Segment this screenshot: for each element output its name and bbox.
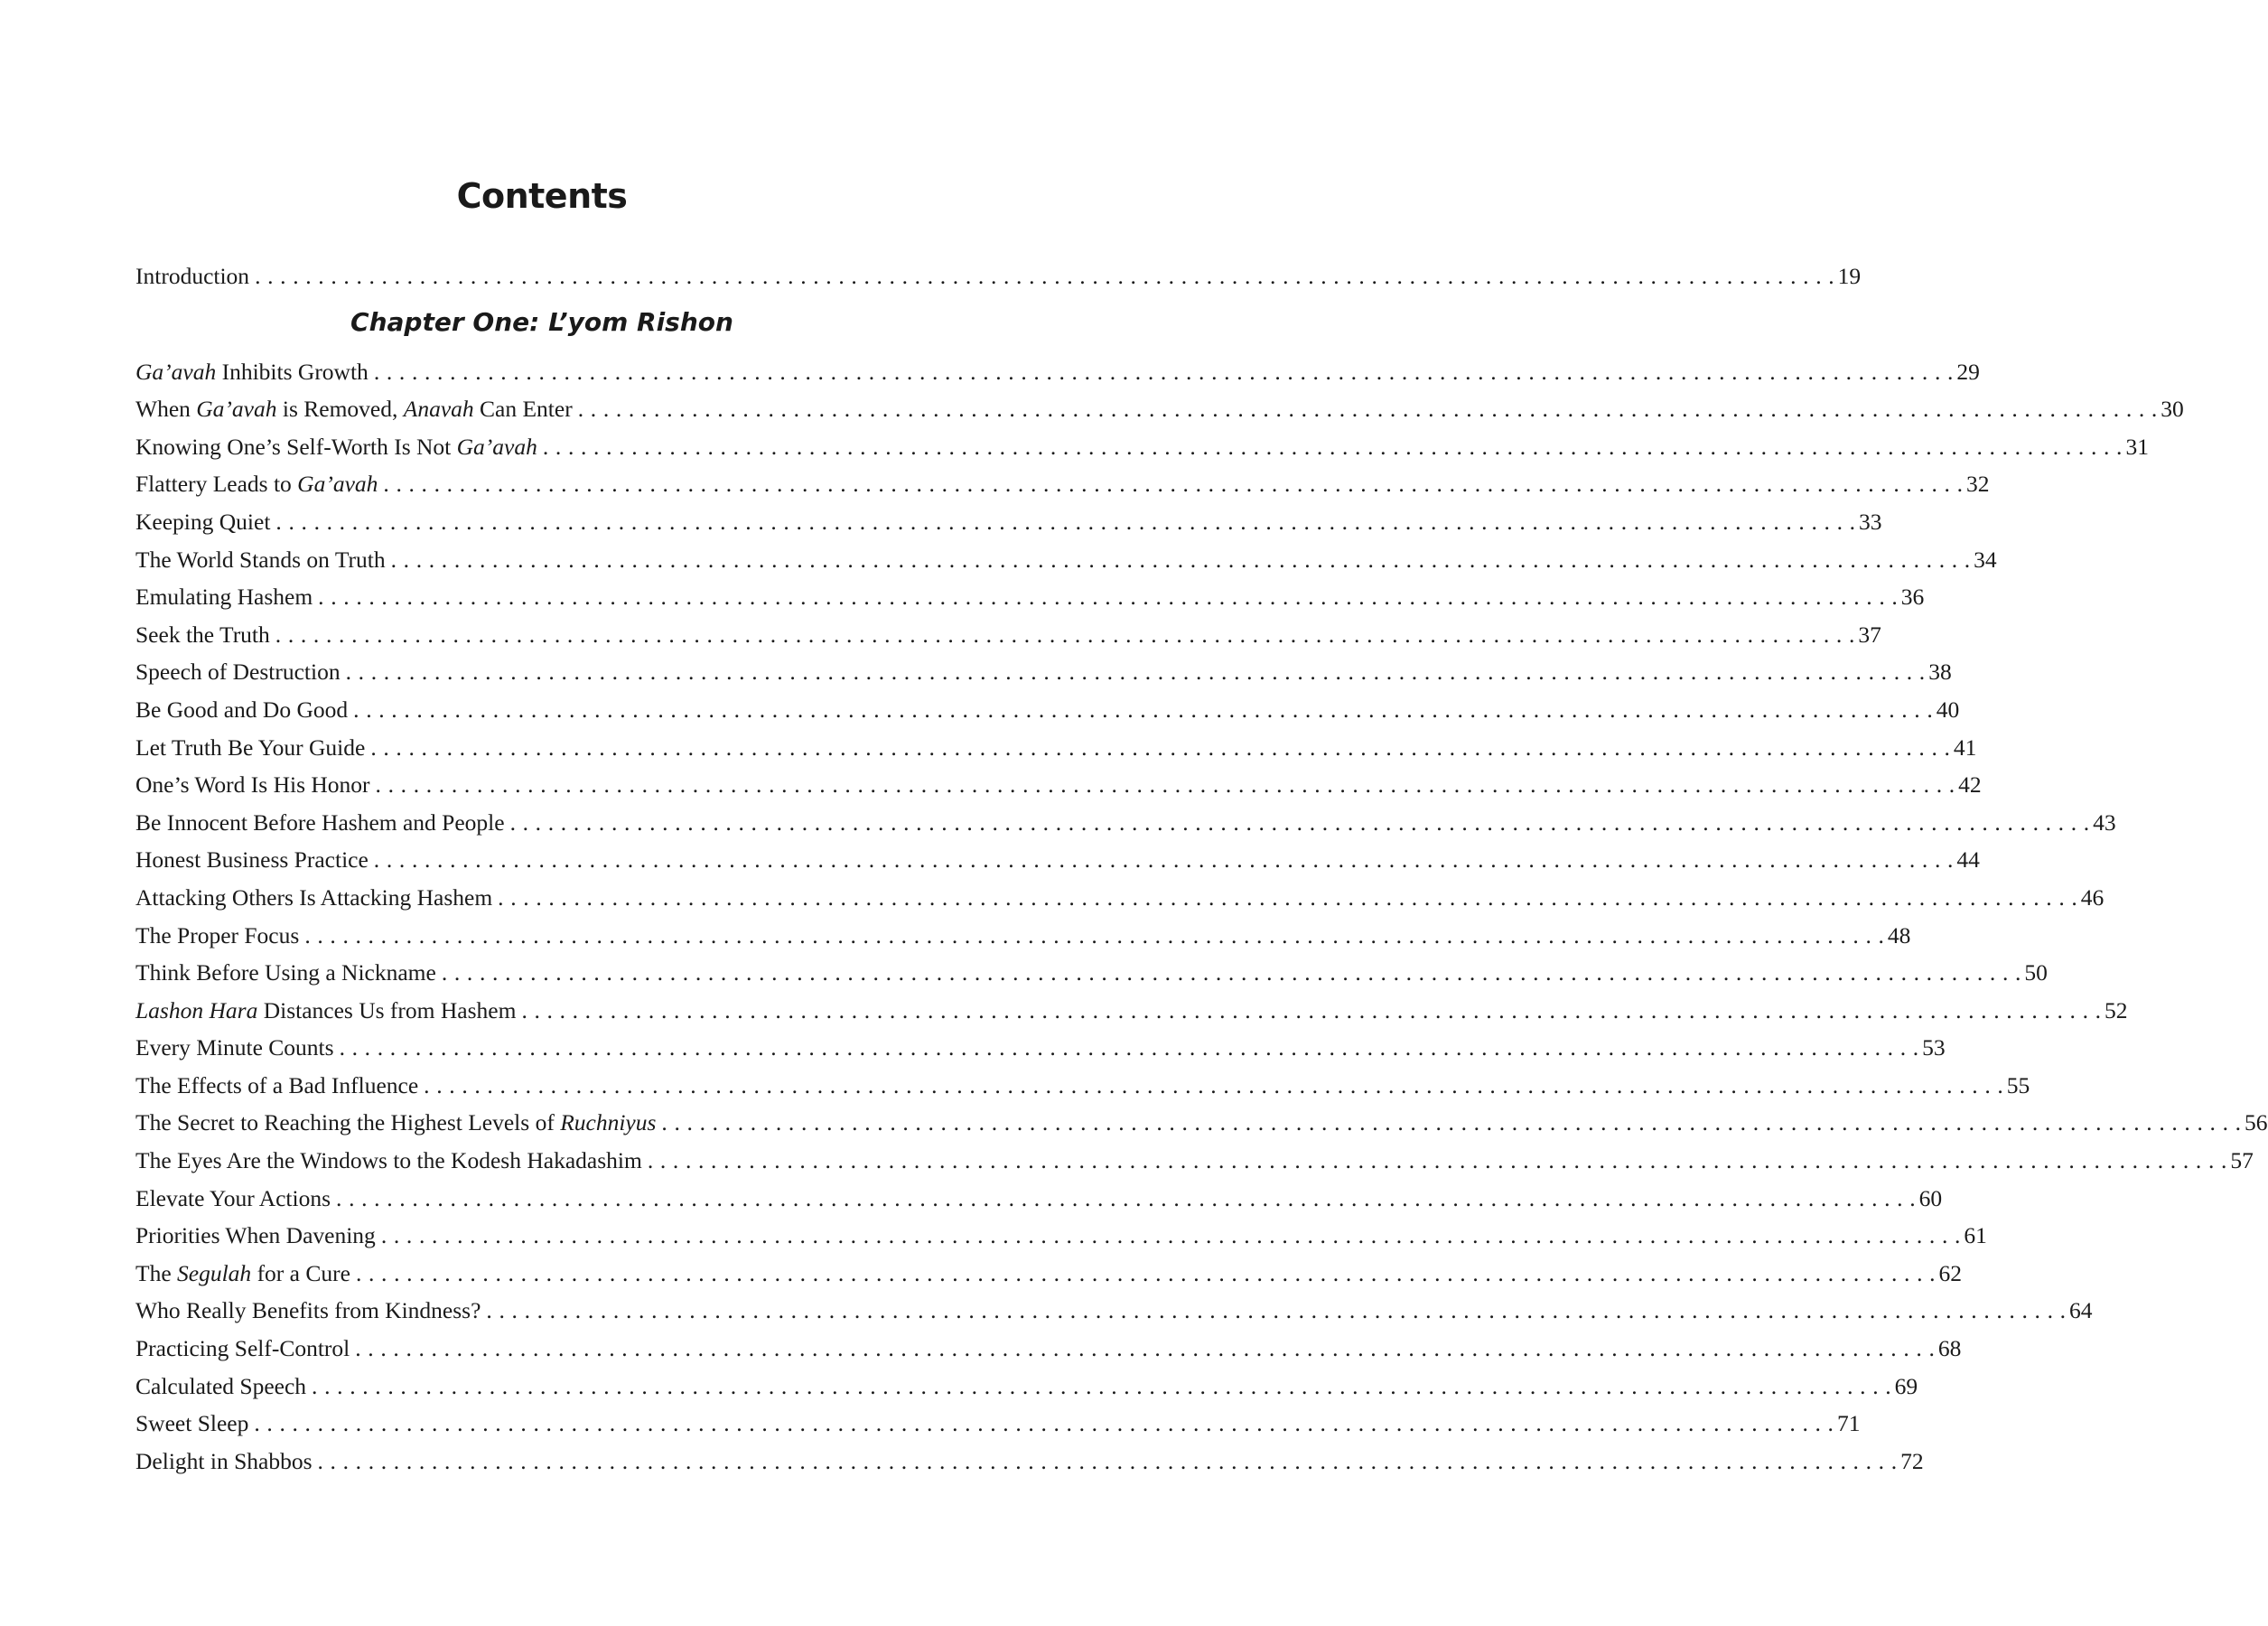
- toc-entry-label-text: Attacking Others Is Attacking Hashem: [135, 883, 493, 911]
- toc-entry[interactable]: [135, 428, 2149, 466]
- toc-entry-label-text: Practicing Self-Control: [135, 1335, 350, 1362]
- toc-entry-label: [135, 1330, 350, 1368]
- page-title: Contents: [456, 176, 628, 216]
- toc-entry[interactable]: [135, 1217, 1987, 1255]
- dot-leader: [374, 353, 1954, 391]
- dot-leader: [391, 541, 1971, 579]
- dot-leader: [374, 841, 1954, 879]
- toc-entry-label-text: Seek the Truth: [135, 621, 270, 648]
- toc-entry-label-text: When: [135, 396, 197, 423]
- toc-entry-page-number: 32: [1965, 471, 1990, 498]
- toc-entry-label: [135, 465, 378, 503]
- toc-entry-label-text: Be Innocent Before Hashem and People: [135, 808, 505, 836]
- toc-entry-label-text: Honest Business Practice: [135, 846, 369, 874]
- toc-entry-label-text: The Effects of a Bad Influence: [135, 1071, 419, 1098]
- toc-entry[interactable]: [135, 1180, 1943, 1218]
- toc-entry-label: [135, 1142, 642, 1180]
- dot-leader: [383, 465, 1963, 503]
- toc-entry-label: Introduction: [135, 263, 250, 289]
- toc-entry-page-number: 40: [1936, 696, 1960, 723]
- dot-leader: [376, 766, 1955, 804]
- dot-leader: [381, 1217, 1961, 1255]
- toc-entry-label-text: The World Stands on Truth: [135, 546, 386, 573]
- toc-entry-label-text: Inhibits Growth: [216, 358, 369, 385]
- toc-entry-label: [135, 917, 299, 955]
- dot-leader: [346, 653, 1926, 691]
- dot-leader: [543, 428, 2123, 466]
- toc-entry-label-italic: Segulah: [177, 1259, 252, 1286]
- toc-entry[interactable]: [135, 917, 1911, 955]
- dot-leader: [312, 1368, 1891, 1406]
- toc-entry-page-number: 42: [1958, 771, 1982, 799]
- dot-leader: [578, 390, 2158, 428]
- dot-leader: [661, 1104, 2241, 1142]
- dot-leader: [424, 1067, 2003, 1105]
- toc-entry-label-italic: Ga’avah: [456, 433, 537, 460]
- toc-entry[interactable]: [135, 541, 1997, 579]
- toc-entry-label: [135, 1180, 331, 1218]
- toc-entry-label-text: Be Good and Do Good: [135, 696, 349, 723]
- dot-leader: [355, 1330, 1935, 1368]
- toc-entry-page-number: 34: [1974, 546, 1997, 573]
- toc-entry-label-text: Knowing One’s Self-Worth Is Not: [135, 433, 457, 460]
- toc-entry-page-number: 29: [1956, 358, 1980, 385]
- toc-entry-label: [135, 1217, 376, 1255]
- toc-entry-page-number: 31: [2125, 433, 2149, 460]
- toc-entry-label-text: The: [135, 1259, 178, 1286]
- toc-entry[interactable]: [135, 390, 2184, 428]
- toc-entry-label-text: Delight in Shabbos: [135, 1447, 313, 1474]
- toc-entry-label: [135, 766, 370, 804]
- toc-entry-label: [135, 804, 505, 842]
- dot-leader: [318, 578, 1898, 616]
- toc-entry-label-text: is Removed,: [276, 396, 404, 423]
- toc-entry-label-text: Think Before Using a Nickname: [135, 959, 436, 986]
- toc-entry[interactable]: [135, 353, 1980, 391]
- toc-entry-page-number: 60: [1918, 1184, 1943, 1211]
- toc-entry-label: [135, 1443, 313, 1481]
- toc-entry[interactable]: [135, 1142, 2254, 1180]
- toc-entry-list: [135, 353, 2268, 1481]
- toc-entry[interactable]: [135, 841, 1980, 879]
- toc-entry-page-number: 61: [1964, 1222, 1987, 1249]
- toc-entry-label-text: One’s Word Is His Honor: [135, 771, 370, 799]
- toc-entry-label-text: Flattery Leads to: [135, 471, 298, 498]
- dot-leader: [370, 729, 1950, 767]
- toc-entry-label-text: Priorities When Davening: [135, 1222, 376, 1249]
- toc-entry-label-italic: Anavah: [403, 396, 474, 423]
- toc-entry-label-text: Who Really Benefits from Kindness?: [135, 1297, 481, 1324]
- toc-entry-label-text: for a Cure: [251, 1259, 350, 1286]
- toc-entry-page-number: 50: [2024, 959, 2048, 986]
- toc-entry[interactable]: [135, 653, 1952, 691]
- toc-entry-label: [135, 503, 270, 541]
- toc-entry[interactable]: [135, 1368, 1918, 1406]
- toc-entry-label: [135, 691, 348, 729]
- toc-entry-label: [135, 879, 492, 917]
- toc-entry-label: [135, 653, 341, 691]
- dot-leader: [304, 917, 1884, 955]
- toc-entry[interactable]: [135, 1104, 2268, 1142]
- toc-entry-page-number: 36: [1900, 584, 1925, 611]
- toc-entry[interactable]: [135, 1029, 1946, 1067]
- toc-entry[interactable]: [135, 503, 1882, 541]
- chapter-heading: Chapter One: L’yom Rishon: [350, 306, 733, 337]
- table-of-contents: [135, 257, 2268, 1480]
- toc-entry-page-number: 64: [2069, 1297, 2093, 1324]
- dot-leader: [255, 257, 1834, 295]
- toc-entry[interactable]: [135, 766, 1982, 804]
- toc-entry-page-number: 71: [1836, 1410, 1861, 1437]
- toc-entry[interactable]: [135, 729, 1977, 767]
- dot-leader: [442, 954, 2021, 992]
- toc-entry-label-italic: Ga’avah: [196, 396, 277, 423]
- toc-entry-page-number: 53: [1922, 1034, 1946, 1061]
- toc-entry-label: [135, 1067, 418, 1105]
- dot-leader: [521, 992, 2101, 1030]
- toc-entry-label: [135, 1292, 481, 1330]
- toc-entry-label: [135, 1368, 306, 1406]
- toc-entry-page-number: 41: [1953, 734, 1977, 761]
- dot-leader: [340, 1029, 1919, 1067]
- toc-entry-page-number: 57: [2230, 1147, 2254, 1174]
- dot-leader: [275, 503, 1855, 541]
- toc-entry-page-number: 48: [1887, 921, 1911, 948]
- toc-entry-page-number: 62: [1938, 1259, 1963, 1286]
- toc-entry-label: [135, 841, 369, 879]
- toc-entry-label-text: The Secret to Reaching the Highest Levels of: [135, 1109, 561, 1136]
- toc-entry-label-italic: Ruchniyus: [560, 1109, 657, 1136]
- toc-entry-label-text: Every Minute Counts: [135, 1034, 334, 1061]
- toc-entry[interactable]: [135, 954, 2048, 992]
- toc-entry-label: [135, 353, 369, 391]
- dot-leader: [318, 1443, 1898, 1481]
- toc-entry-page-number: 56: [2245, 1109, 2268, 1136]
- toc-entry-page-number: 68: [1937, 1335, 1962, 1362]
- toc-entry-label-text: Speech of Destruction: [135, 659, 341, 686]
- toc-entry-label-text: Sweet Sleep: [135, 1410, 249, 1437]
- toc-entry-label-text: Keeping Quiet: [135, 508, 271, 535]
- toc-entry[interactable]: [135, 578, 1925, 616]
- toc-entry-page-number: 38: [1928, 659, 1952, 686]
- toc-entry-page-number: 43: [2093, 808, 2116, 836]
- toc-entry-label-text: Emulating Hashem: [135, 584, 313, 611]
- dot-leader: [510, 804, 2090, 842]
- toc-entry-label-text: Elevate Your Actions: [135, 1184, 331, 1211]
- toc-entry-page-number: 69: [1894, 1372, 1918, 1399]
- dot-leader: [648, 1142, 2227, 1180]
- toc-entry-label: [135, 616, 270, 654]
- toc-entry-label-text: Can Enter: [473, 396, 573, 423]
- toc-entry-label-italic: Ga’avah: [297, 471, 378, 498]
- toc-entry-label: [135, 390, 573, 428]
- toc-entry-label: [135, 992, 516, 1030]
- toc-entry-page-number: 33: [1859, 508, 1882, 535]
- toc-entry[interactable]: [135, 1330, 1962, 1368]
- toc-entry[interactable]: [135, 1255, 1963, 1293]
- toc-entry-introduction[interactable]: [135, 257, 1862, 295]
- toc-entry-label-italic: Ga’avah: [135, 358, 217, 385]
- toc-entry[interactable]: [135, 804, 2116, 842]
- toc-entry-label: [135, 1405, 248, 1443]
- toc-entry[interactable]: [135, 465, 1990, 503]
- toc-entry-page-number: 52: [2105, 996, 2128, 1023]
- toc-entry-label: [135, 954, 436, 992]
- toc-entry[interactable]: [135, 879, 2105, 917]
- dot-leader: [254, 1405, 1834, 1443]
- toc-entry[interactable]: [135, 691, 1960, 729]
- toc-entry-label-text: Distances Us from Hashem: [257, 996, 517, 1023]
- toc-entry-page-number: 37: [1858, 621, 1881, 648]
- dot-leader: [356, 1255, 1936, 1293]
- toc-entry[interactable]: [135, 1067, 2030, 1105]
- toc-entry-label-text: The Eyes Are the Windows to the Kodesh Hakadashim: [135, 1147, 642, 1174]
- toc-entry-page-number: 30: [2161, 396, 2184, 423]
- toc-entry[interactable]: [135, 1405, 1861, 1443]
- dot-leader: [498, 879, 2077, 917]
- toc-entry-label-text: Let Truth Be Your Guide: [135, 734, 366, 761]
- toc-entry-page-number: 72: [1900, 1447, 1924, 1474]
- dot-leader: [486, 1292, 2066, 1330]
- toc-entry-page-number: 19: [1837, 263, 1862, 289]
- toc-entry-label-text: Calculated Speech: [135, 1372, 307, 1399]
- toc-entry-label-italic: Lashon Hara: [135, 996, 258, 1023]
- toc-entry[interactable]: [135, 992, 2128, 1030]
- toc-entry-label-text: The Proper Focus: [135, 921, 300, 948]
- toc-entry-page-number: 46: [2080, 883, 2105, 911]
- dot-leader: [353, 691, 1933, 729]
- toc-entry-label: [135, 578, 313, 616]
- toc-entry[interactable]: [135, 1443, 1924, 1481]
- toc-entry-label: [135, 729, 365, 767]
- toc-entry-page-number: 55: [2006, 1071, 2030, 1098]
- toc-entry-label: [135, 1104, 656, 1142]
- toc-entry-label: [135, 1029, 334, 1067]
- dot-leader: [275, 616, 1855, 654]
- dot-leader: [336, 1180, 1916, 1218]
- toc-entry-page-number: 44: [1956, 846, 1980, 874]
- toc-entry[interactable]: [135, 616, 1881, 654]
- toc-entry-label: [135, 1255, 350, 1293]
- toc-entry[interactable]: [135, 1292, 2093, 1330]
- toc-entry-label: [135, 541, 386, 579]
- toc-entry-label: [135, 428, 537, 466]
